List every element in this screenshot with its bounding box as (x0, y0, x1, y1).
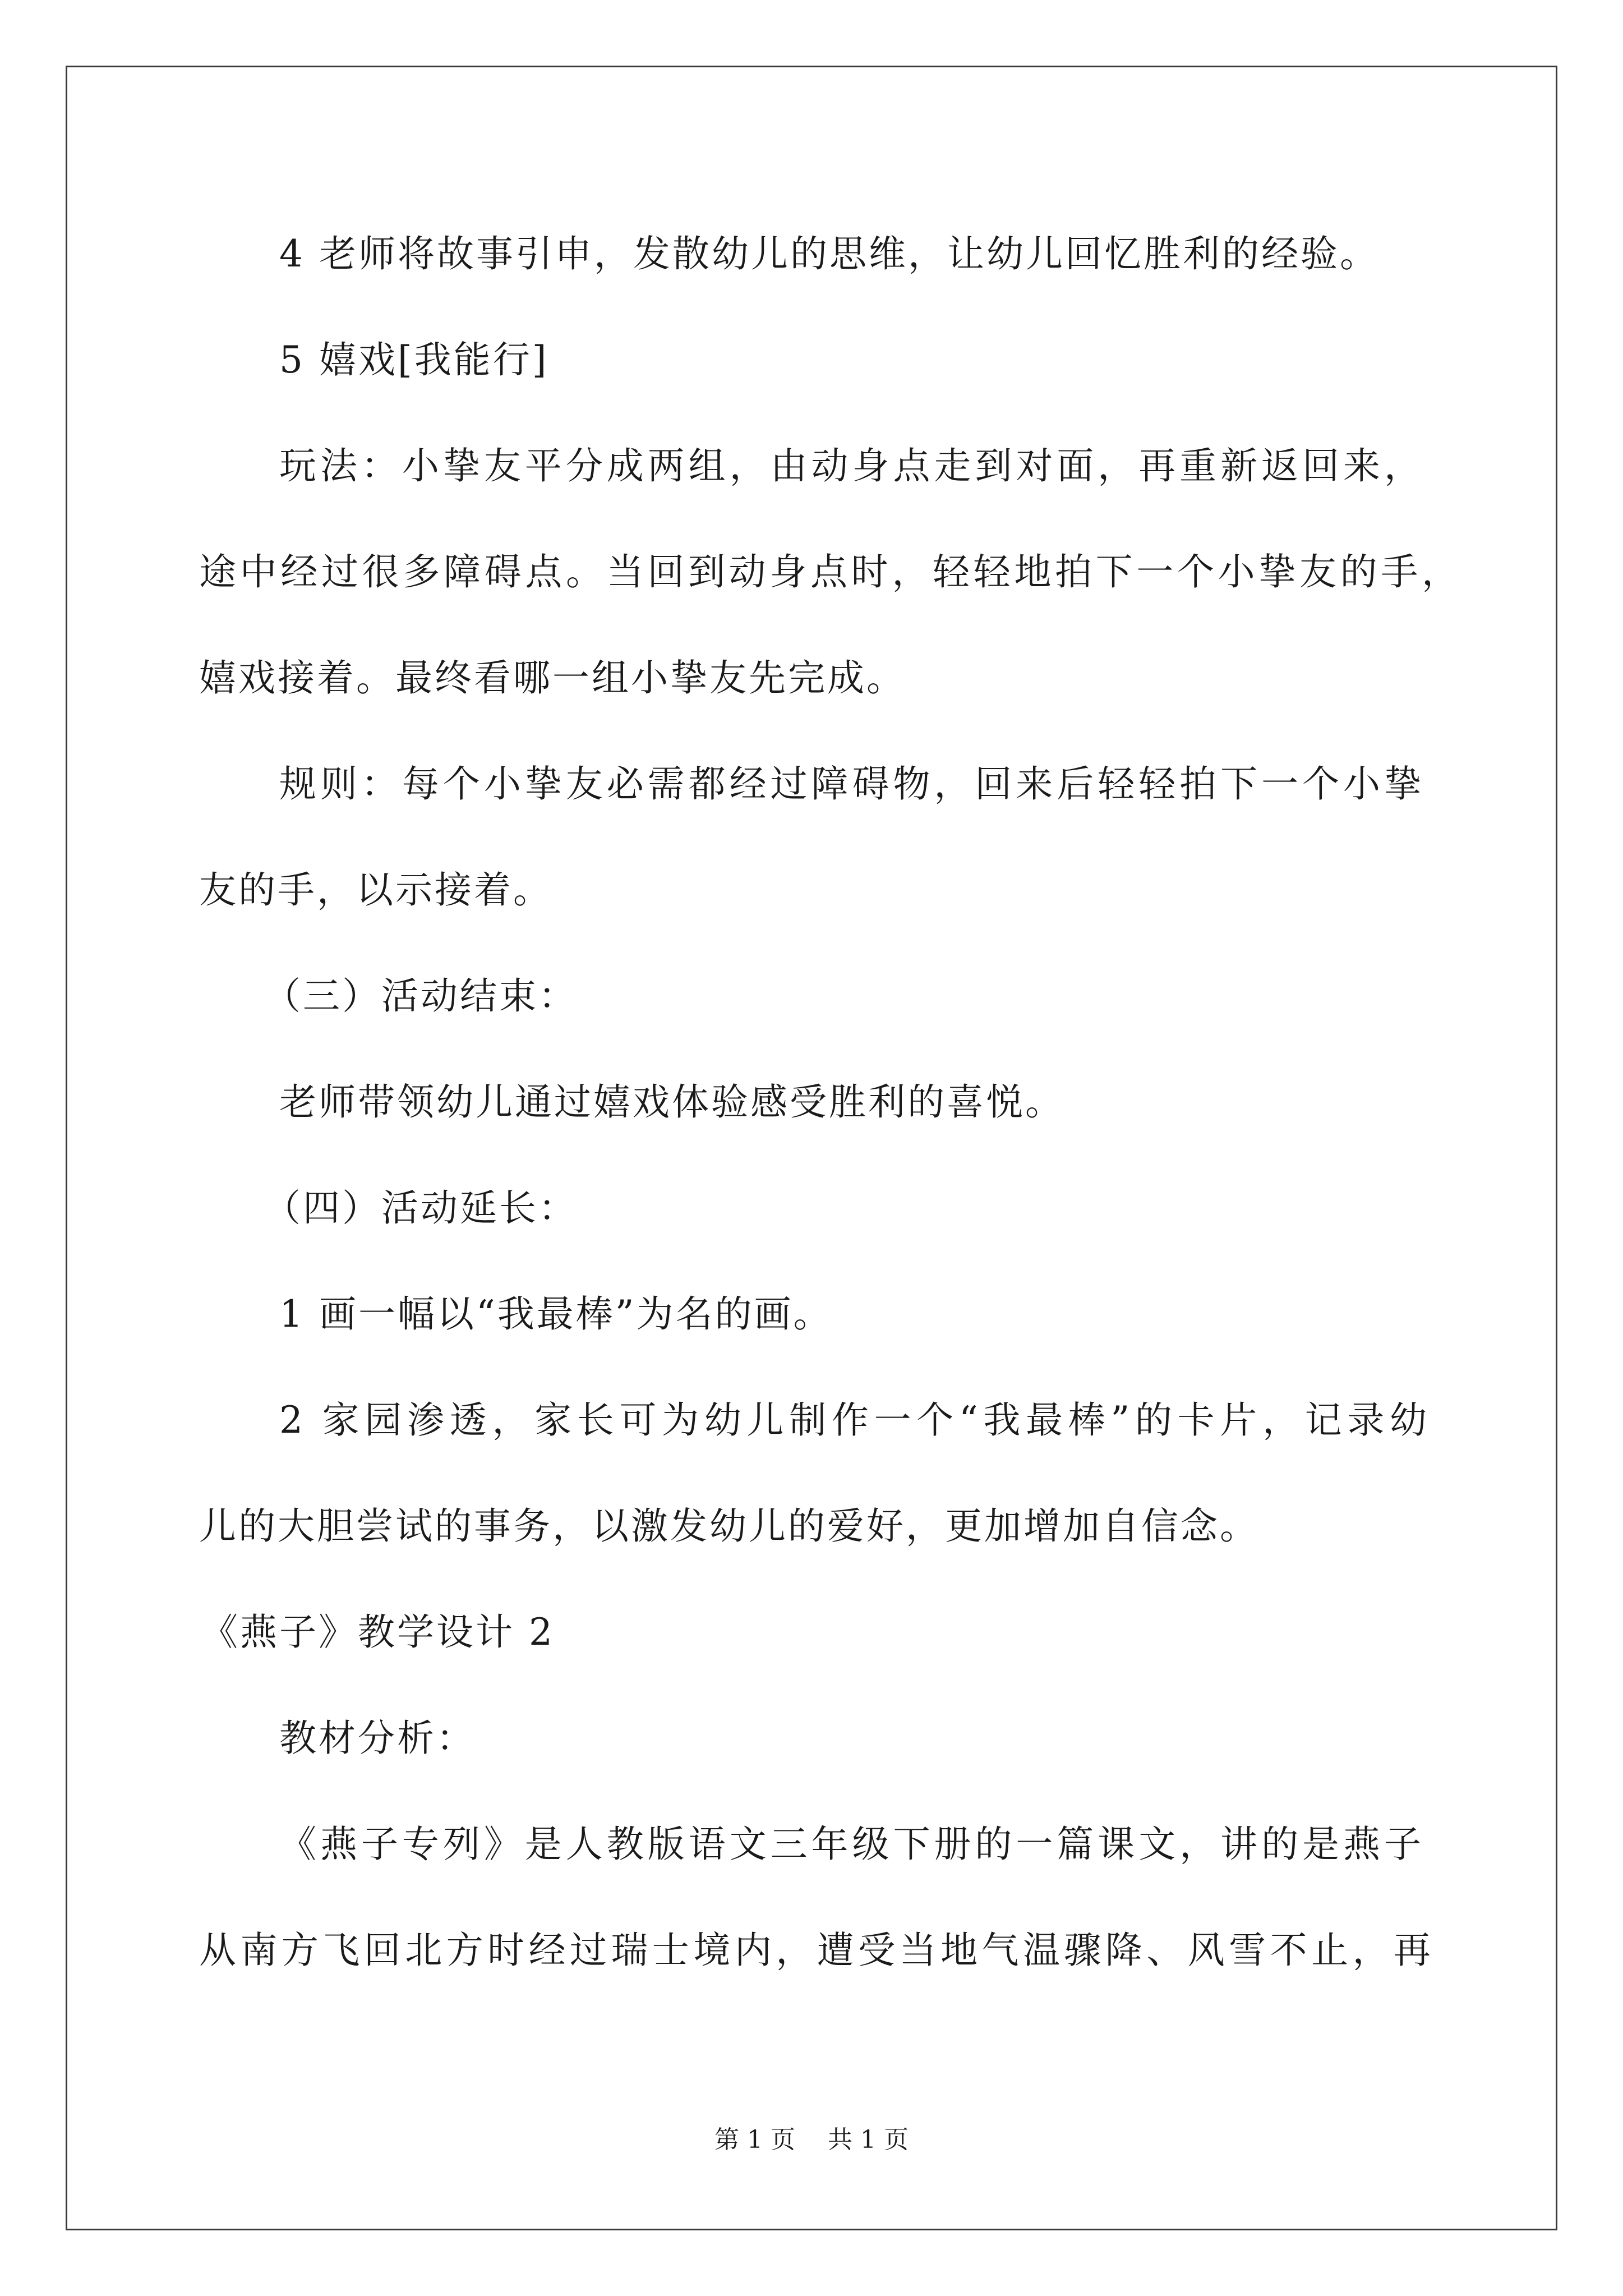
paragraph-line: 1 画一幅以“我最棒”为名的画。 (279, 1292, 833, 1336)
page-number: 第 1 页 (714, 2125, 795, 2154)
section-heading: （四）活动延长： (264, 1186, 578, 1230)
paragraph-line: 玩法：小挚友平分成两组，由动身点走到对面，再重新返回来， (279, 444, 1423, 487)
paragraph-line: 儿的大胆尝试的事务，以激发幼儿的爱好，更加增加自信念。 (199, 1504, 1259, 1548)
document-heading: 《燕子》教学设计 2 (201, 1611, 555, 1654)
paragraph-line: 老师带领幼儿通过嬉戏体验感受胜利的喜悦。 (279, 1080, 1064, 1124)
paragraph-line: 从南方飞回北方时经过瑞士境内，遭受当地气温骤降、风雪不止，再 (199, 1929, 1433, 1972)
paragraph-line: 教材分析： (279, 1717, 476, 1760)
paragraph-line: 《燕子专列》是人教版语文三年级下册的一篇课文，讲的是燕子 (279, 1823, 1423, 1866)
page-footer (0, 2123, 1623, 2157)
paragraph-line: 2 家园渗透，家长可为幼儿制作一个“我最棒”的卡片，记录幼 (279, 1398, 1429, 1442)
paragraph-line: 嬉戏接着。最终看哪一组小挚友先完成。 (199, 656, 906, 700)
paragraph-line: 规则：每个小挚友必需都经过障碍物，回来后轻轻拍下一个小挚 (279, 762, 1423, 806)
page-total: 共 1 页 (828, 2125, 909, 2154)
page-border (66, 66, 1557, 2230)
section-heading: （三）活动结束： (264, 974, 578, 1018)
paragraph-line: 友的手，以示接着。 (199, 868, 552, 912)
paragraph-line: 4 老师将故事引申，发散幼儿的思维，让幼儿回忆胜利的经验。 (279, 232, 1379, 275)
paragraph-line: 途中经过很多障碍点。当回到动身点时，轻轻地拍下一个小挚友的手， (199, 550, 1461, 593)
paragraph-line: 5 嬉戏[我能行] (279, 338, 549, 381)
